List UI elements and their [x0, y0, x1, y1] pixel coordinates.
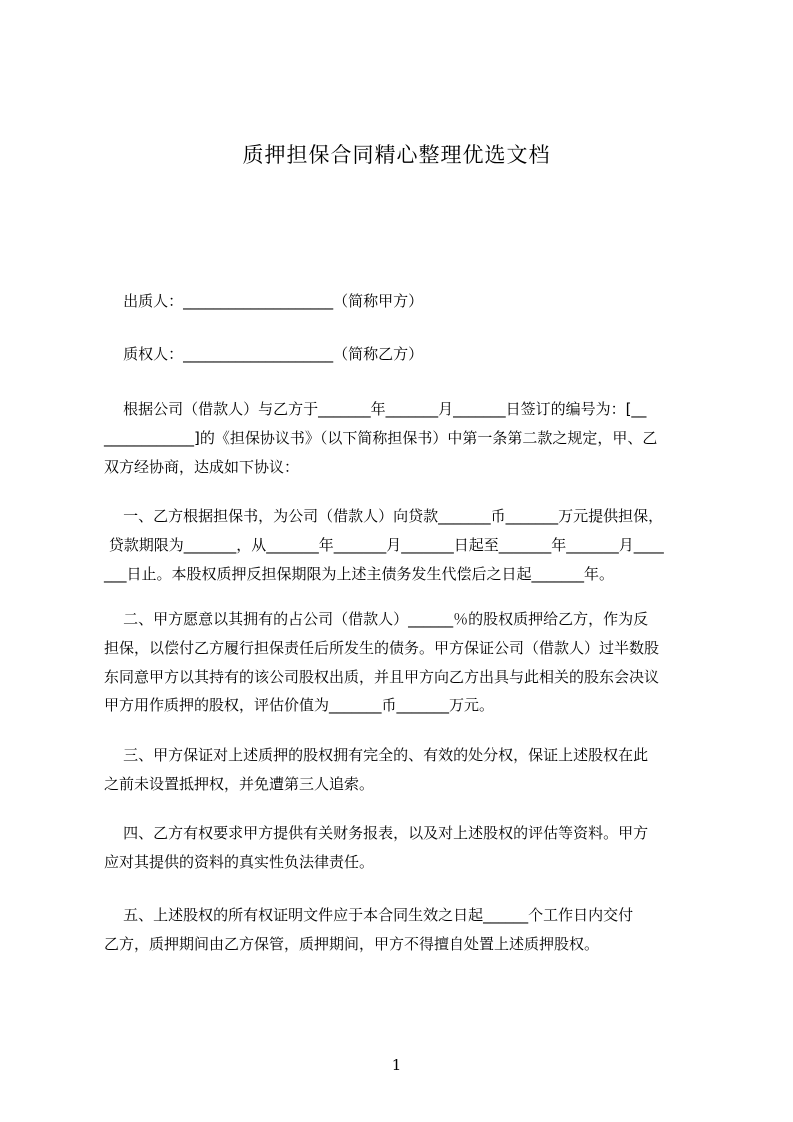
- clause-1-line: 贷款期限为_______，从_______年_______月_______日起至_______年_______月____: [104, 536, 664, 554]
- document-title: 质押担保合同精心整理优选文档: [242, 143, 551, 167]
- clause-5-line: 五、上述股权的所有权证明文件应于本合同生效之日起______个工作日内交付: [104, 906, 634, 924]
- clause-1-line: 一、乙方根据担保书，为公司（借款人）向贷款_______币_______万元提供担保，: [104, 507, 664, 525]
- clause-4-line: 应对其提供的资料的真实性负法律责任。: [104, 853, 375, 871]
- clause-2-line: 甲方用作质押的股权，评估价值为_______币_______万元。: [104, 696, 495, 714]
- clause-5-line: 乙方，质押期间由乙方保管，质押期间，甲方不得擅自处置上述质押股权。: [104, 935, 600, 953]
- preamble-line: 根据公司（借款人）与乙方于_______年_______月_______日签订的编号为：[__: [104, 400, 647, 418]
- pledgee-line: 质权人：____________________（简称乙方）: [104, 345, 424, 363]
- clause-2-line: 二、甲方愿意以其拥有的占公司（借款人）______％的股权质押给乙方，作为反: [104, 610, 649, 628]
- clause-4-line: 四、乙方有权要求甲方提供有关财务报表，以及对上述股权的评估等资料。甲方: [104, 824, 649, 842]
- clause-3-line: 三、甲方保证对上述质押的股权拥有完全的、有效的处分权，保证上述股权在此: [104, 746, 649, 764]
- clause-2-line: 东同意甲方以其持有的该公司股权出质，并且甲方向乙方出具与此相关的股东会决议: [104, 668, 660, 686]
- pledgor-line: 出质人：____________________（简称甲方）: [104, 292, 424, 310]
- clause-3-line: 之前未设置抵押权，并免遭第三人追索。: [104, 775, 375, 793]
- clause-2-line: 担保，以偿付乙方履行担保责任后所发生的债务。甲方保证公司（借款人）过半数股: [104, 639, 660, 657]
- page-number: 1: [391, 1056, 402, 1074]
- preamble-line: 双方经协商，达成如下协议：: [104, 458, 300, 476]
- clause-1-line: ___日止。本股权质押反担保期限为上述主债务发生代偿后之日起_______年。: [104, 565, 615, 583]
- preamble-line: ____________]的《担保协议书》（以下简称担保书）中第一条第二款之规定，甲、乙: [104, 429, 658, 447]
